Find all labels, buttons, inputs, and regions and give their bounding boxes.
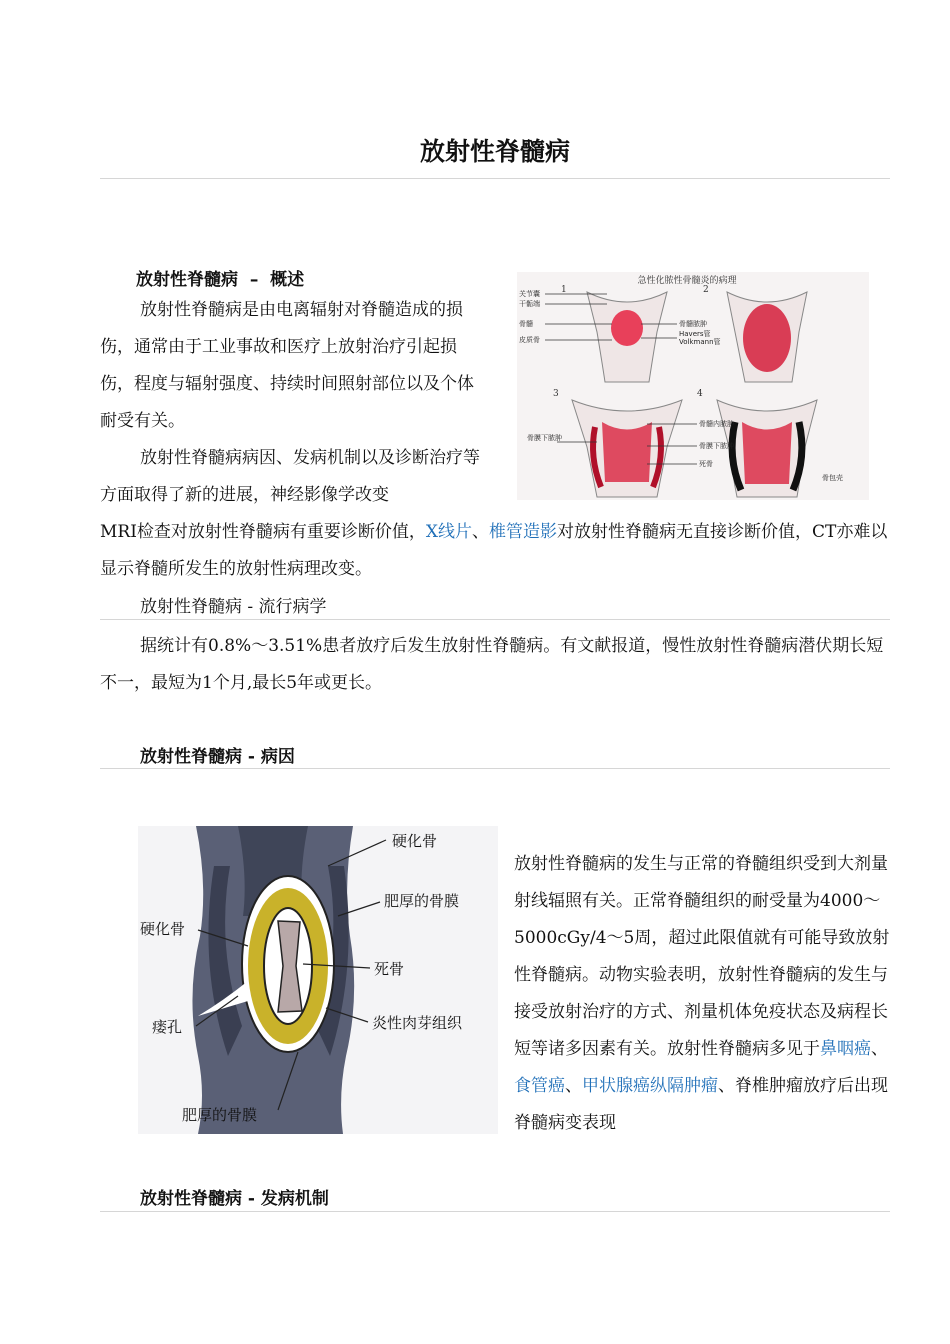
link-xray[interactable]: X线片 [425, 522, 473, 542]
osteomyelitis-pathology-figure [517, 272, 869, 500]
figure1-num-1: 1 [561, 285, 567, 295]
fig1-label-volkmann: Volkmann管 [679, 338, 721, 346]
overview-heading: 放射性脊髓病 – 概述 [136, 270, 305, 290]
fig1-label-cortex: 皮质骨 [519, 336, 540, 344]
link-mediastinal-tumor[interactable]: 纵隔肿瘤 [650, 1076, 718, 1096]
figure1-num-4: 4 [697, 389, 703, 399]
fig1-label-involucrum: 骨包壳 [822, 474, 843, 482]
title-divider [100, 178, 890, 179]
fig2-label-sclerotic-bone-left: 硬化骨 [140, 920, 186, 938]
fig2-label-sclerotic-bone-right: 硬化骨 [392, 832, 438, 850]
fig2-label-thickened-periosteum-bottom: 肥厚的骨膜 [182, 1106, 258, 1124]
epidemiology-paragraph: 据统计有0.8%～3.51%患者放疗后发生放射性脊髓病。有文献报道，慢性放射性脊髓病潜伏期长短不一，最短为1个月,最长5年或更长。 [100, 636, 884, 693]
fig1-label-subperiosteal-abscess: 骨膜下脓肿 [699, 442, 734, 450]
etiology-heading: 放射性脊髓病 - 病因 [140, 747, 295, 767]
fig2-label-sequestrum: 死骨 [374, 960, 405, 978]
fig1-label-marrow: 骨髓 [519, 320, 533, 328]
overview-paragraph-2b: MRI检查对放射性脊髓病有重要诊断价值，X线片、椎管造影对放射性脊髓病无直接诊断价值，CT亦难以显示脊髓所发生的放射性病理改变。 [100, 522, 888, 579]
epidemiology-heading: 放射性脊髓病 - 流行病学 [140, 597, 327, 617]
link-esophageal-cancer[interactable]: 食管癌 [514, 1076, 565, 1096]
fig1-label-havers: Havers管 [679, 330, 711, 338]
page-title: 放射性脊髓病 [419, 137, 570, 166]
chronic-osteomyelitis-figure [138, 826, 498, 1134]
fig1-label-joint-capsule: 关节囊 [519, 290, 540, 298]
fig1-label-marrow-abscess: 骨髓脓肿 [679, 320, 707, 328]
fig2-label-thickened-periosteum: 肥厚的骨膜 [384, 892, 460, 910]
etiology-divider [100, 768, 890, 769]
overview-paragraph-1: 放射性脊髓病是由电离辐射对脊髓造成的损伤，通常由于工业事故和医疗上放射治疗引起损伤，程度与辐射强度、持续时间照射部位以及个体耐受有关。 [100, 300, 474, 431]
figure1-num-3: 3 [553, 389, 559, 399]
pathogenesis-divider [100, 1211, 890, 1212]
fig1-label-sequestrum: 死骨 [699, 460, 713, 468]
etiology-paragraph: 放射性脊髓病的发生与正常的脊髓组织受到大剂量射线辐照有关。正常脊髓组织的耐受量为4000～5000cGy/4～5周，超过此限值就有可能导致放射性脊髓病。动物实验表明，放射性脊髓病的发生与接受放射治疗的方式、剂量机体免疫状态及病程长短等诸多因素有关。放射性脊髓病多见于鼻咽癌、食管癌、甲状腺癌纵隔肿瘤、脊椎肿瘤放疗后出现脊髓病变表现 [514, 854, 890, 1133]
figure1-num-2: 2 [703, 285, 709, 295]
link-myelography[interactable]: 椎管造影 [489, 522, 558, 542]
fig1-label-metaphysis: 干骺端 [519, 300, 540, 308]
fig2-label-fistula: 瘘孔 [152, 1018, 183, 1036]
pathogenesis-heading: 放射性脊髓病 - 发病机制 [140, 1189, 329, 1209]
fig1-label-subperiosteal-abscess-left: 骨膜下脓肿 [527, 434, 562, 442]
figure1-title: 急性化脓性骨髓炎的病理 [637, 276, 737, 286]
link-nasopharyngeal-carcinoma[interactable]: 鼻咽癌 [820, 1039, 871, 1059]
overview-paragraph-2a: 放射性脊髓病病因、发病机制以及诊断治疗等方面取得了新的进展，神经影像学改变 [100, 448, 480, 505]
fig2-label-granulation-tissue: 炎性肉芽组织 [372, 1014, 463, 1032]
epidemiology-divider [100, 619, 890, 620]
fig1-label-intramedullary-abscess: 骨髓内脓肿 [699, 420, 734, 428]
link-thyroid-cancer[interactable]: 甲状腺癌 [582, 1076, 650, 1096]
